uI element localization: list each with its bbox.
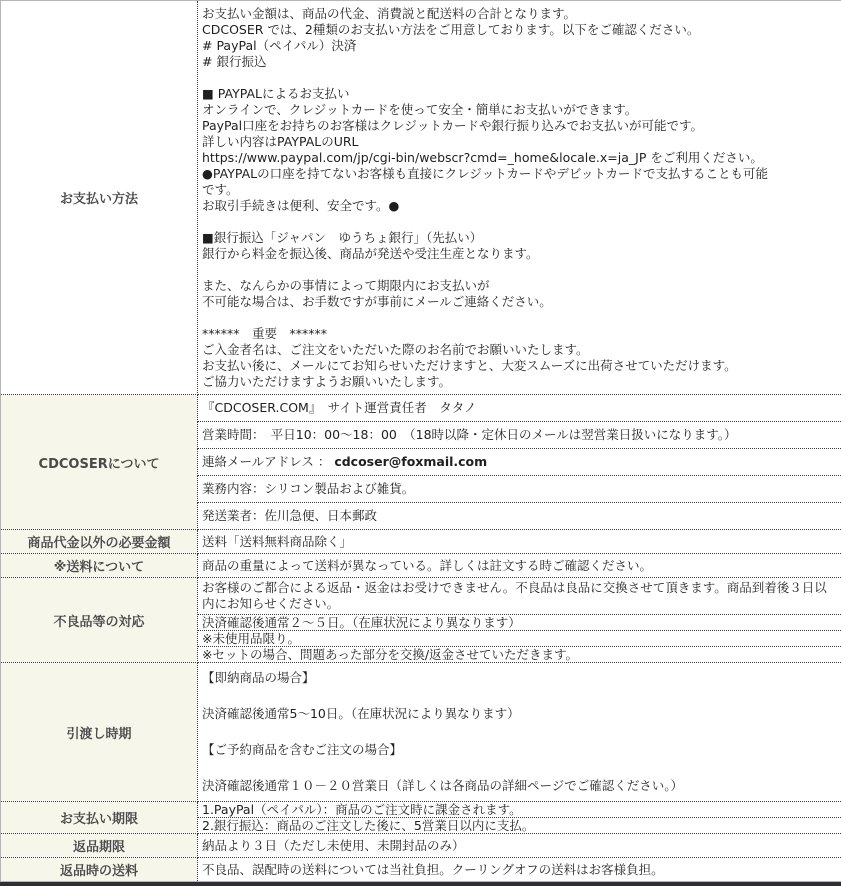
extra-charges-header: 商品代金以外の必要金額 bbox=[1, 530, 198, 554]
shipping-note-text: 商品の重量によって送料が異なっている。詳しくは註文する時ご確認ください。 bbox=[198, 554, 841, 578]
payment-line: 銀行から料金を振込後、商品が発送や受注生産となります。 bbox=[202, 246, 837, 262]
delivery-line: 【ご予約商品を含むご注文の場合】 bbox=[202, 741, 837, 759]
payment-line: お取引手続きは便利、安全です。● bbox=[202, 198, 837, 214]
row-extra-charges bbox=[1, 530, 841, 554]
contact-email-label: 連絡メールアドレス ： bbox=[202, 454, 334, 469]
return-shipping-header: 返品時の送料 bbox=[1, 858, 198, 882]
bottom-divider-bar bbox=[0, 882, 841, 886]
payment-line: 詳しい内容はPAYPALのURL bbox=[202, 134, 837, 150]
payment-line-blank bbox=[202, 70, 837, 86]
contact-email-cell bbox=[198, 449, 841, 476]
delivery-line-blank bbox=[202, 723, 837, 741]
payment-deadline-header: お支払い期限 bbox=[1, 802, 198, 834]
row-shipping-note bbox=[1, 554, 841, 578]
defects-processing-text: 決済確認後通常２～５日。（在庫状況により異なります） bbox=[198, 615, 841, 631]
payment-line: ■銀行振込「ジャパン ゆうちょ銀行」（先払い） bbox=[202, 230, 837, 246]
delivery-line-blank bbox=[202, 687, 837, 705]
payment-line: お支払い金額は、商品の代金、消費説と配送料の合計となります。 bbox=[202, 6, 837, 22]
row-return-deadline bbox=[1, 834, 841, 858]
payment-deadline-paypal-text: 1.PayPal（ペイパル）：商品のご注文時に課金されます。 bbox=[198, 802, 841, 818]
row-delivery bbox=[1, 663, 841, 802]
delivery-line: 決済確認後通常5～10日。（在庫状況により異なります） bbox=[202, 705, 837, 723]
row-payment-method bbox=[1, 1, 841, 395]
row-payment-deadline-1 bbox=[1, 802, 841, 818]
payment-line: PayPal口座をお持ちのお客様はクレジットカードや銀行振り込みでお支払いが可能です。 bbox=[202, 118, 837, 134]
return-deadline-text: 納品より３日（ただし未使用、未開封品のみ） bbox=[198, 834, 841, 858]
payment-line: です。 bbox=[202, 182, 837, 198]
defects-policy-text: お客様のご都合による返品・返金はお受けできません。不良品は良品に交換させて頂きます。商品到着後３日以内にお知らせください。 bbox=[198, 578, 841, 615]
payment-line: CDCOSER では、2種類のお支払い方法をご用意しております。以下をご確認ください。 bbox=[202, 22, 837, 38]
payment-line: ■ PAYPALによるお支払い bbox=[202, 86, 837, 102]
delivery-line: 【即納商品の場合】 bbox=[202, 669, 837, 687]
payment-method-header: お支払い方法 bbox=[1, 1, 198, 395]
shipping-carrier-text: 発送業者：佐川急便、日本郵政 bbox=[198, 503, 841, 530]
delivery-line-blank bbox=[202, 759, 837, 777]
return-deadline-header: 返品期限 bbox=[1, 834, 198, 858]
extra-charges-text: 送料「送料無料商品除く」 bbox=[198, 530, 841, 554]
delivery-header: 引渡し時期 bbox=[1, 663, 198, 802]
paypal-url-text: https://www.paypal.com/jp/cgi-bin/webscr?cmd=_home&locale.x=ja_JP をご利用ください。 bbox=[202, 150, 837, 166]
payment-line-blank bbox=[202, 262, 837, 278]
about-header: CDCOSERについて bbox=[1, 395, 198, 530]
payment-line: ●PAYPALの口座を持てないお客様も直接にクレジットカードやデビットカードで支払することも可能 bbox=[202, 166, 837, 182]
business-content-text: 業務内容：シリコン製品および雑貨。 bbox=[198, 476, 841, 503]
row-about-site bbox=[1, 395, 841, 422]
payment-line: ご入金者名は、ご注文をいただいた際のお名前でお願いいたします。 bbox=[202, 342, 837, 358]
shipping-note-header: ※送料について bbox=[1, 554, 198, 578]
payment-line: オンラインで、クレジットカードを使って安全・簡単にお支払いができます。 bbox=[202, 102, 837, 118]
payment-line: # 銀行振込 bbox=[202, 54, 837, 70]
payment-line-important: ****** 重要 ****** bbox=[202, 326, 837, 342]
payment-line: 不可能な場合は、お手数ですが事前にメールご連絡ください。 bbox=[202, 294, 837, 310]
site-operator-text: 『CDCOSER.COM』 サイト運営責任者 タタノ bbox=[198, 395, 841, 422]
payment-line: ご協力いただけますようお願いいたします。 bbox=[202, 374, 837, 390]
defects-header: 不良品等の対応 bbox=[1, 578, 198, 663]
payment-line-blank bbox=[202, 310, 837, 326]
delivery-content bbox=[198, 663, 841, 802]
payment-line: お支払い後に、メールにてお知らせいただけますと、大変スムーズに出荷させていただけます。 bbox=[202, 358, 837, 374]
business-hours-text: 営業時間： 平日10：00～18：00 （18時以降・定休日のメールは翌営業日扱いになります。） bbox=[198, 422, 841, 449]
defects-unused-note: ※未使用品限り。 bbox=[198, 631, 841, 647]
contact-email-address: cdcoser@foxmail.com bbox=[334, 454, 487, 469]
payment-line-blank bbox=[202, 214, 837, 230]
payment-line: また、なんらかの事情によって期限内にお支払いが bbox=[202, 278, 837, 294]
payment-method-content bbox=[198, 1, 841, 395]
row-defects-1 bbox=[1, 578, 841, 615]
payment-deadline-bank-text: 2.銀行振込：商品のご注文した後に、5営業日以内に支払。 bbox=[198, 818, 841, 834]
return-shipping-text: 不良品、誤配時の送料については当社負担。クーリングオフの送料はお客様負担。 bbox=[198, 858, 841, 882]
delivery-line: 決済確認後通常１０－２０営業日（詳しくは各商品の詳細ページでご確認ください。） bbox=[202, 777, 837, 795]
row-return-shipping bbox=[1, 858, 841, 882]
payment-line: # PayPal（ペイパル）決済 bbox=[202, 38, 837, 54]
defects-set-note: ※セットの場合、問題あった部分を交換/返金させていただきます。 bbox=[198, 647, 841, 663]
